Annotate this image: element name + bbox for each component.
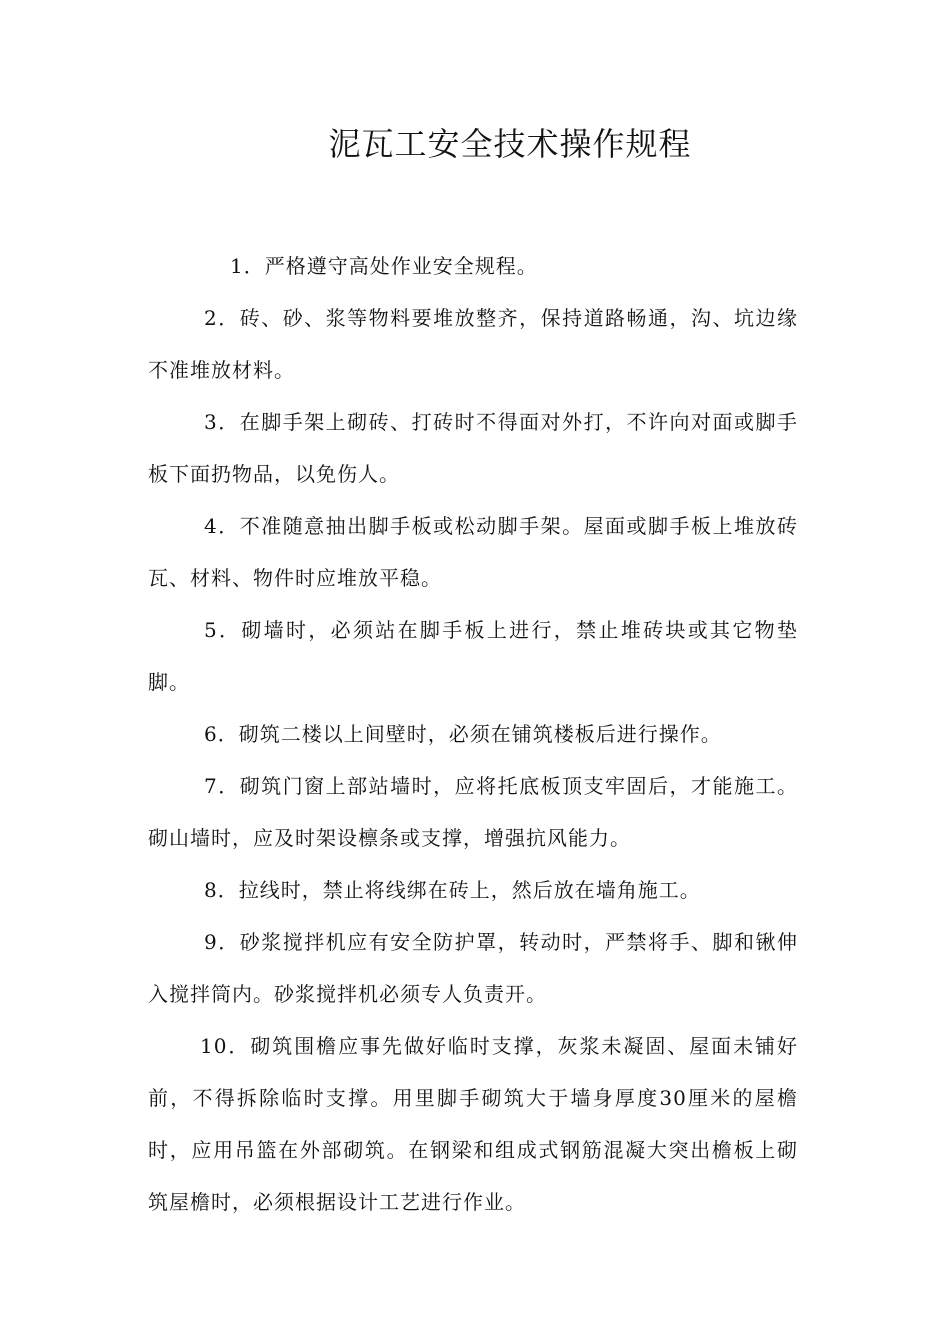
paragraph-10: 10．砌筑围檐应事先做好临时支撑，灰浆未凝固、屋面未铺好前，不得拆除临时支撑。用里脚手砌筑大于墙身厚度30厘米的屋檐时，应用吊篮在外部砌筑。在钢梁和组成式钢筋混凝大突出檐板上砌筑屋檐时，必须根据设计工艺进行作业。 bbox=[148, 1034, 798, 1214]
paragraph-3: 3．在脚手架上砌砖、打砖时不得面对外打，不许向对面或脚手板下面扔物品，以免伤人。 bbox=[148, 410, 798, 486]
paragraph-9: 9．砂浆搅拌机应有安全防护罩，转动时，严禁将手、脚和锹伸入搅拌筒内。砂浆搅拌机必须专人负责开。 bbox=[148, 930, 798, 1006]
paragraph-2: 2．砖、砂、浆等物料要堆放整齐，保持道路畅通，沟、坑边缘不准堆放材料。 bbox=[148, 306, 798, 382]
document-title: 泥瓦工安全技术操作规程 bbox=[328, 125, 692, 163]
paragraph-4: 4．不准随意抽出脚手板或松动脚手架。屋面或脚手板上堆放砖瓦、材料、物件时应堆放平稳。 bbox=[148, 514, 798, 590]
paragraph-1: 1．严格遵守高处作业安全规程。 bbox=[230, 254, 538, 278]
paragraph-8: 8．拉线时，禁止将线绑在砖上，然后放在墙角施工。 bbox=[204, 878, 701, 902]
document-body bbox=[148, 240, 798, 1228]
paragraph-5: 5．砌墙时，必须站在脚手板上进行，禁止堆砖块或其它物垫脚。 bbox=[148, 618, 798, 694]
paragraph-6: 6．砌筑二楼以上间壁时，必须在铺筑楼板后进行操作。 bbox=[204, 722, 722, 746]
paragraph-7: 7．砌筑门窗上部站墙时，应将托底板顶支牢固后，才能施工。砌山墙时，应及时架设檩条或支撑，增强抗风能力。 bbox=[148, 774, 798, 850]
